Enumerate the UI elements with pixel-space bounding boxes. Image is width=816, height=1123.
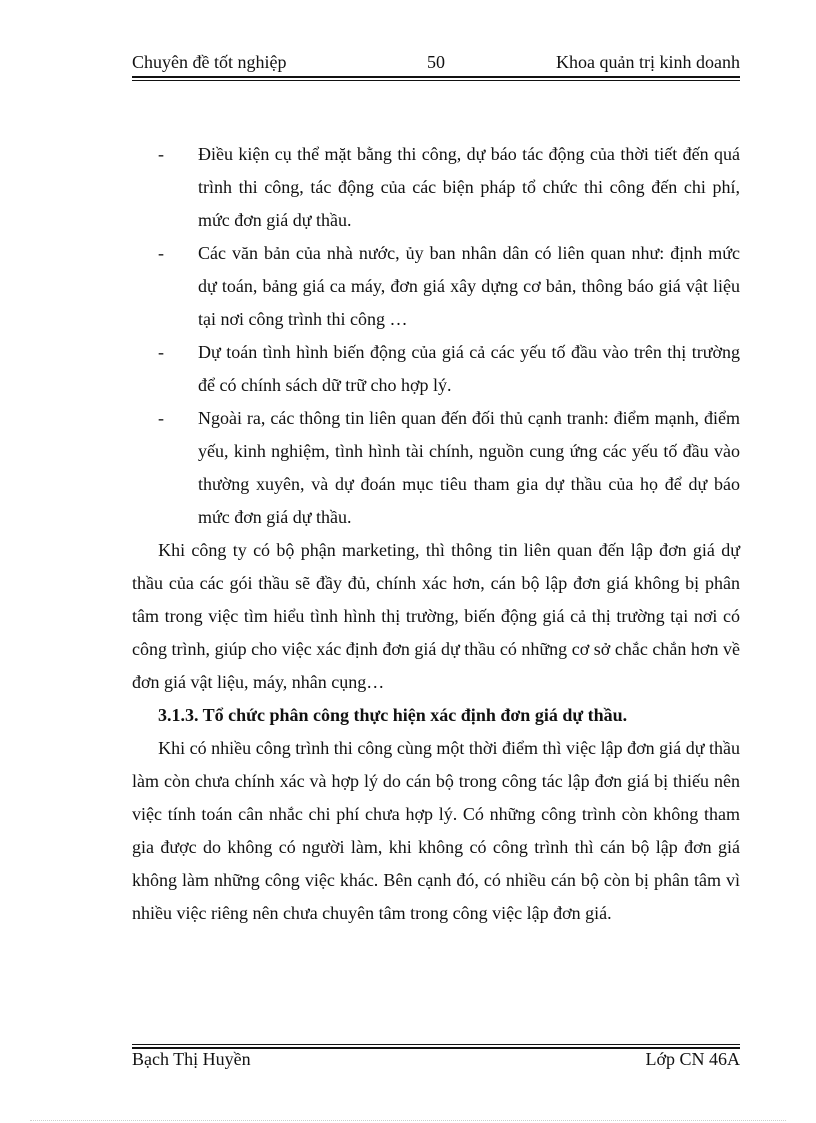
bullet-list [158, 138, 740, 534]
list-item [158, 402, 740, 534]
bullet-text: Điều kiện cụ thể mặt bằng thi công, dự báo tác động của thời tiết đến quá trình thi công, tác động của các biện pháp tổ chức thi công đến chi phí, mức đơn giá dự thầu. [198, 144, 740, 230]
header-title-left: Chuyên đề tốt nghiệp [132, 52, 287, 72]
header-rule-thick [132, 76, 740, 78]
list-item [158, 336, 740, 402]
bullet-marker: - [158, 342, 164, 362]
paragraph-organization: Khi có nhiều công trình thi công cùng một thời điểm thì việc lập đơn giá dự thầu làm còn chưa chính xác và hợp lý do cán bộ trong công tác lập đơn giá bị thiếu nên việc tính toán cân nhắc chi phí chưa hợp lý. Có những công trình còn không tham gia được do không có người làm, khi không có công trình thì cán bộ lập đơn giá không làm những công việc khác. Bên cạnh đó, có nhiều cán bộ còn bị phân tâm vì nhiều việc riêng nên chưa chuyên tâm trong công việc lập đơn giá. [132, 738, 740, 923]
page-header [132, 52, 740, 76]
bullet-text: Ngoài ra, các thông tin liên quan đến đối thủ cạnh tranh: điểm mạnh, điểm yếu, kinh nghiệm, tình hình tài chính, nguồn cung ứng các yếu tố đầu vào thường xuyên, và dự đoán mục tiêu tham gia dự thầu của họ để dự báo mức đơn giá dự thầu. [198, 408, 740, 527]
header-rule-thin [132, 80, 740, 81]
paragraph-marketing: Khi công ty có bộ phận marketing, thì thông tin liên quan đến lập đơn giá dự thầu của các gói thầu sẽ đầy đủ, chính xác hơn, cán bộ lập đơn giá không bị phân tâm trong việc tìm hiểu tình hình thị trường, biến động giá cả thị trường tại nơi có công trình, giúp cho việc xác định đơn giá dự thầu có những cơ sở chắc chắn hơn về đơn giá vật liệu, máy, nhân cụng… [132, 540, 740, 692]
page-edge [30, 1120, 786, 1121]
section-heading: 3.1.3. Tổ chức phân công thực hiện xác định đơn giá dự thầu. [158, 705, 628, 725]
footer-rule-thin [132, 1044, 740, 1045]
footer-class: Lớp CN 46A [645, 1049, 740, 1069]
bullet-text: Các văn bản của nhà nước, ủy ban nhân dân có liên quan như: định mức dự toán, bảng giá ca máy, đơn giá xây dựng cơ bản, thông báo giá vật liệu tại nơi công trình thi công … [198, 243, 740, 329]
list-item [158, 138, 740, 237]
bullet-text: Dự toán tình hình biến động của giá cả các yếu tố đầu vào trên thị trường để có chính sách dữ trữ cho hợp lý. [198, 342, 740, 395]
page-body [132, 138, 740, 930]
footer-author: Bạch Thị Huyền [132, 1049, 251, 1069]
header-title-right: Khoa quản trị kinh doanh [556, 52, 740, 72]
bullet-marker: - [158, 408, 164, 428]
page-number: 50 [427, 52, 445, 72]
bullet-marker: - [158, 243, 164, 263]
page-footer [132, 1049, 740, 1073]
list-item [158, 237, 740, 336]
bullet-marker: - [158, 144, 164, 164]
